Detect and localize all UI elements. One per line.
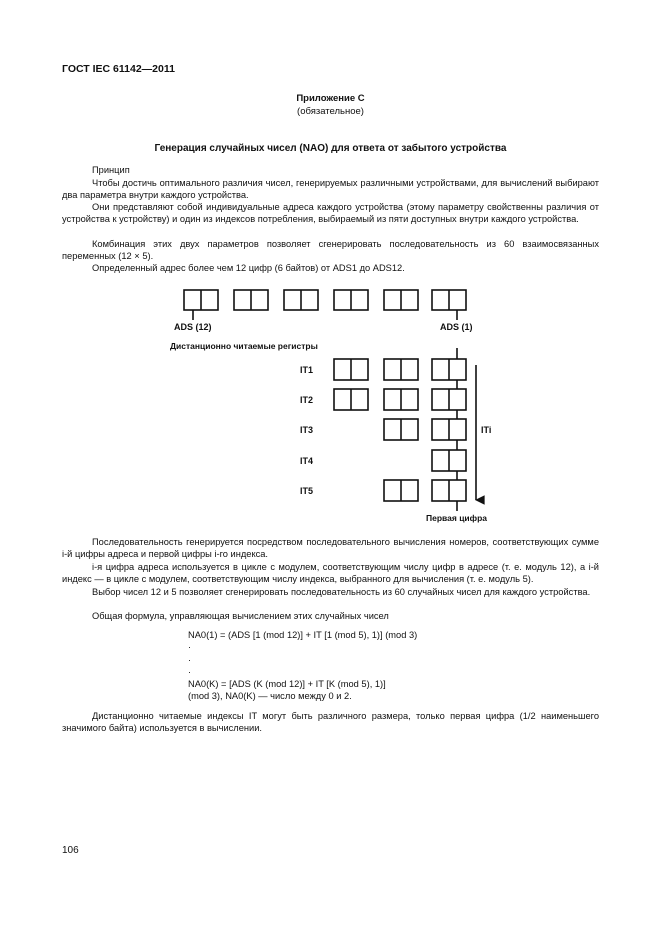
row-label-it1: IT1 xyxy=(300,365,314,375)
paragraph-sequence: Последовательность генерируется посредством последовательного вычисления номеров, соответствующих сумме i-й цифры адреса и первой цифры i-го индекса. xyxy=(62,537,599,560)
paragraph-principle: Принцип xyxy=(92,165,130,175)
paragraph-final: Дистанционно читаемые индексы IT могут быть различного размера, только первая цифра (1/2 наименьшего значимого байта) используется в вычислении. xyxy=(62,711,599,734)
paragraph-choice: Выбор чисел 12 и 5 позволяет сгенерировать последовательность из 60 случайных чисел для каждого устройства. xyxy=(92,587,591,597)
ads12-label: ADS (12) xyxy=(174,322,212,332)
row-label-it2: IT2 xyxy=(300,395,314,405)
iti-label: ITi xyxy=(481,425,492,435)
formula-dot: · xyxy=(188,655,192,665)
formula-line-3: (mod 3), NA0(K) — число между 0 и 2. xyxy=(188,691,352,701)
row-label-it5: IT5 xyxy=(300,486,314,496)
first-digit-label: Первая цифра xyxy=(426,513,487,523)
formula-dot: · xyxy=(188,667,192,677)
registers-label: Дистанционно читаемые регистры xyxy=(170,341,318,351)
paragraph-optimal: Чтобы достичь оптимального различия чисел, генерируемых различными устройствами, для вычислений выбирают два параметра внутри каждого устройства. xyxy=(62,178,599,201)
formula-line-1: NA0(1) = (ADS [1 (mod 12)] + IT [1 (mod 5), 1)] (mod 3) xyxy=(188,630,418,640)
paragraph-digit-usage: i-я цифра адреса используется в цикле с модулем, соответствующим числу цифр в адресе (т. е. модуль 12), а i-й индекс — в цикле с модулем, соответствующим числу индекса, выбранного для вычисления (т. е. модуль 5). xyxy=(62,562,599,585)
paragraph-combination: Комбинация этих двух параметров позволяет сгенерировать последовательность из 60 взаимосвязанных переменных (12 × 5). xyxy=(62,239,599,262)
page-number: 106 xyxy=(62,845,79,856)
section-title: Генерация случайных чисел (NAO) для ответа от забытого устройства xyxy=(154,143,507,154)
formula-line-2: NA0(K) = [ADS (K (mod 12)] + IT [K (mod 5), 1)] xyxy=(188,679,386,689)
standard-header: ГОСТ IEC 61142—2011 xyxy=(62,63,175,75)
appendix-title: Приложение C xyxy=(296,93,365,104)
address-registers xyxy=(184,290,466,320)
row-label-it3: IT3 xyxy=(300,425,314,435)
paragraph-defined-address: Определенный адрес более чем 12 цифр (6 байтов) от ADS1 до ADS12. xyxy=(92,263,405,273)
index-registers xyxy=(334,348,476,511)
formula-dot: · xyxy=(188,642,192,652)
paragraph-formula-intro: Общая формула, управляющая вычислением этих случайных чисел xyxy=(92,611,389,621)
appendix-subtitle: (обязательное) xyxy=(297,106,364,117)
row-label-it4: IT4 xyxy=(300,456,314,466)
paragraph-addresses: Они представляют собой индивидуальные адреса каждого устройства (этому параметру свойственны различия от устройства к устройству) и один из индексов потребления, выбираемый из пяти доступных внутри каждого устройства. xyxy=(62,202,599,225)
ads1-label: ADS (1) xyxy=(440,322,473,332)
register-diagram xyxy=(0,280,661,530)
